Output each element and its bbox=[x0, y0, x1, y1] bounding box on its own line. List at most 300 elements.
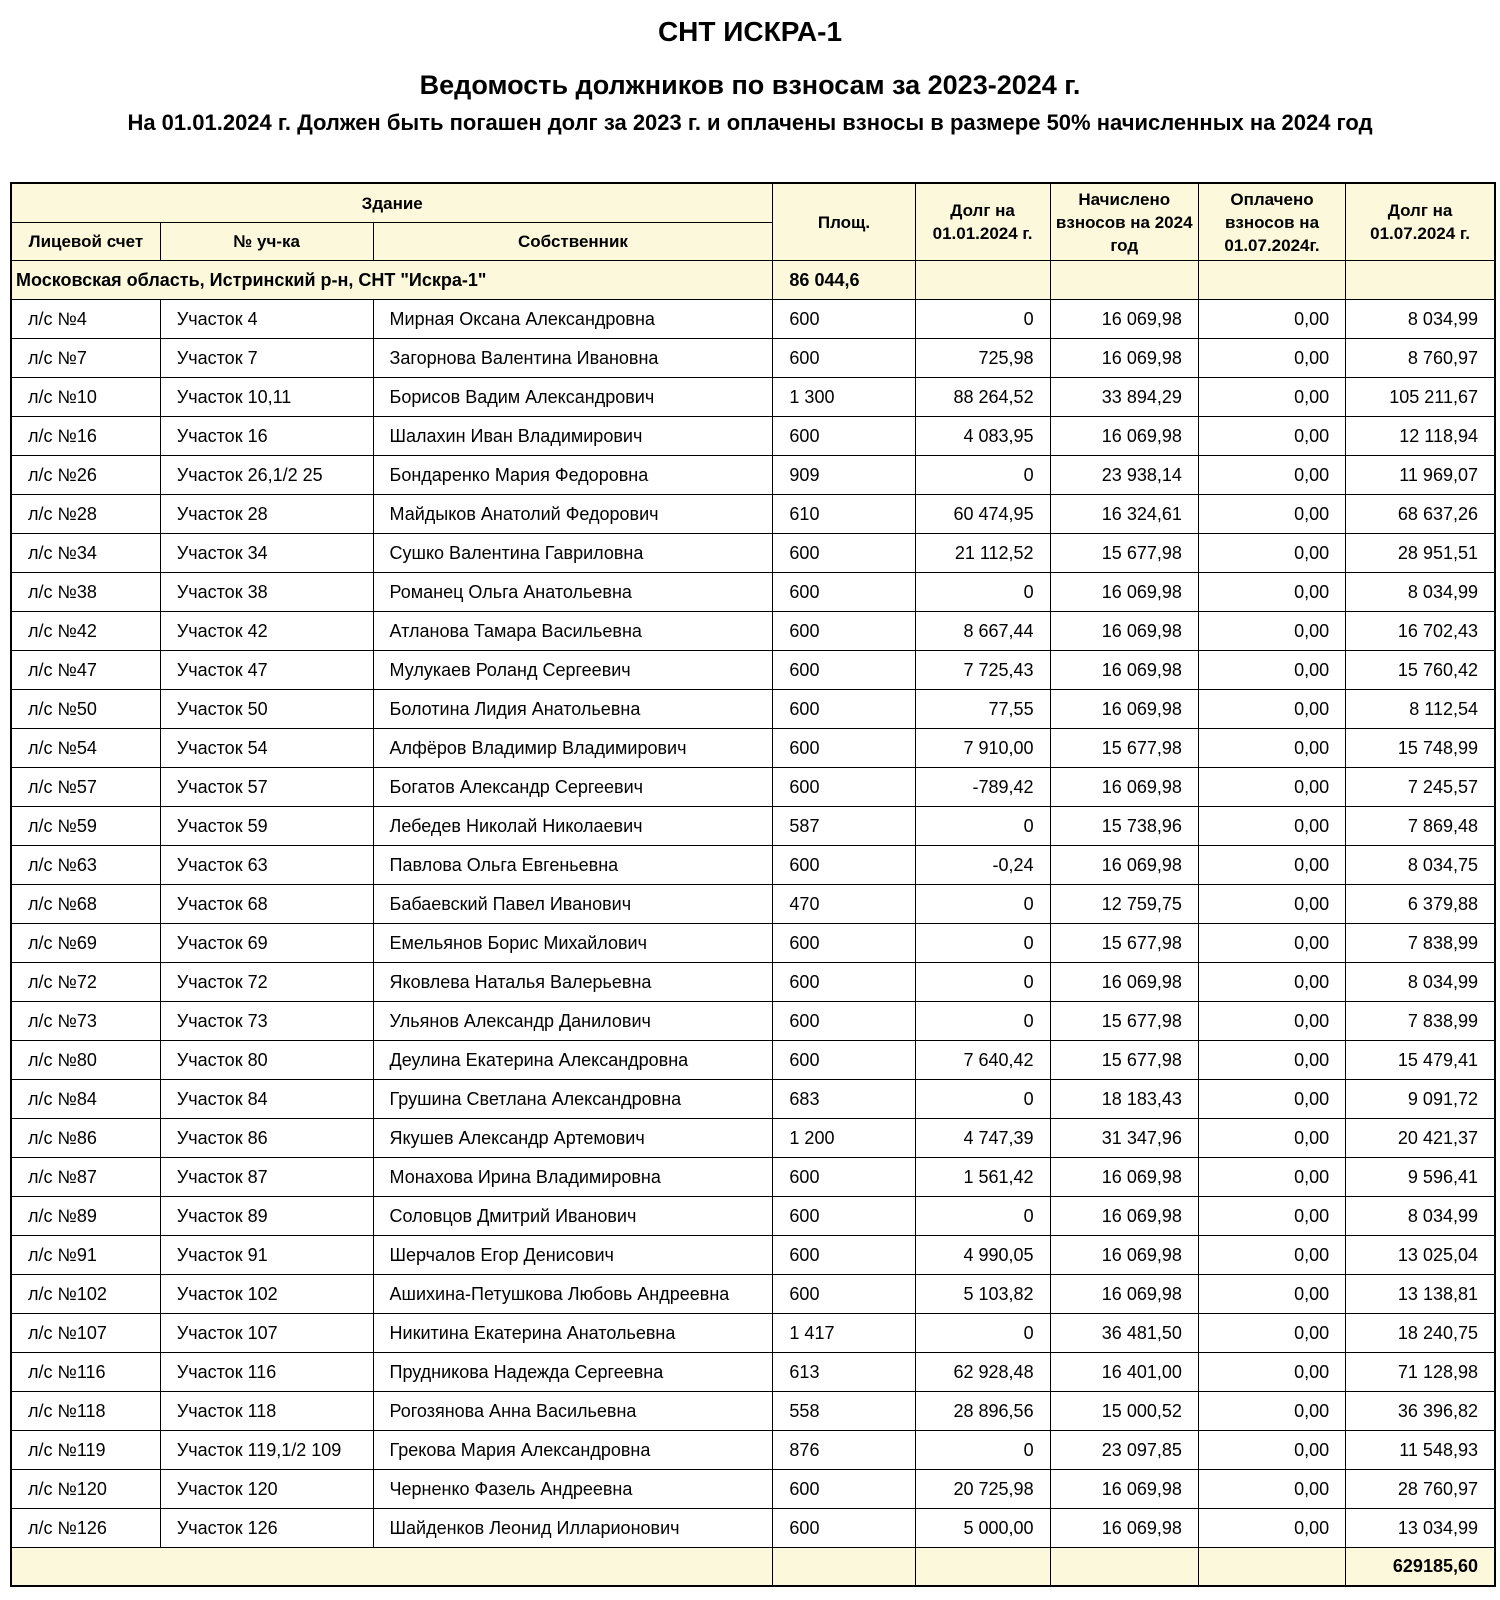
table-row bbox=[11, 1353, 1495, 1392]
table-row bbox=[11, 612, 1495, 651]
cell-account: л/с №119 bbox=[11, 1431, 160, 1470]
cell-debt-end: 9 091,72 bbox=[1346, 1080, 1495, 1119]
cell-debt-end: 7 245,57 bbox=[1346, 768, 1495, 807]
table-row bbox=[11, 1080, 1495, 1119]
cell-charged: 31 347,96 bbox=[1050, 1119, 1198, 1158]
cell-debt-end: 11 548,93 bbox=[1346, 1431, 1495, 1470]
cell-paid: 0,00 bbox=[1198, 1236, 1345, 1275]
cell-charged: 15 738,96 bbox=[1050, 807, 1198, 846]
cell-paid: 0,00 bbox=[1198, 651, 1345, 690]
cell-debt-start: 88 264,52 bbox=[915, 378, 1050, 417]
cell-plot: Участок 16 bbox=[160, 417, 373, 456]
table-row bbox=[11, 1119, 1495, 1158]
cell-owner: Романец Ольга Анатольевна bbox=[373, 573, 773, 612]
cell-owner: Атланова Тамара Васильевна bbox=[373, 612, 773, 651]
cell-debt-end: 8 112,54 bbox=[1346, 690, 1495, 729]
cell-charged: 16 069,98 bbox=[1050, 1509, 1198, 1548]
cell-account: л/с №73 bbox=[11, 1002, 160, 1041]
group-cell bbox=[1050, 261, 1198, 300]
cell-charged: 16 069,98 bbox=[1050, 300, 1198, 339]
table-row bbox=[11, 729, 1495, 768]
cell-owner: Мирная Оксана Александровна bbox=[373, 300, 773, 339]
cell-account: л/с №54 bbox=[11, 729, 160, 768]
cell-account: л/с №116 bbox=[11, 1353, 160, 1392]
cell-paid: 0,00 bbox=[1198, 1002, 1345, 1041]
table-row bbox=[11, 963, 1495, 1002]
cell-paid: 0,00 bbox=[1198, 300, 1345, 339]
cell-owner: Грушина Светлана Александровна bbox=[373, 1080, 773, 1119]
cell-plot: Участок 68 bbox=[160, 885, 373, 924]
cell-debt-start: 0 bbox=[915, 963, 1050, 1002]
cell-plot: Участок 87 bbox=[160, 1158, 373, 1197]
cell-area: 610 bbox=[773, 495, 915, 534]
table-row bbox=[11, 768, 1495, 807]
cell-charged: 33 894,29 bbox=[1050, 378, 1198, 417]
cell-debt-start: 4 747,39 bbox=[915, 1119, 1050, 1158]
cell-plot: Участок 126 bbox=[160, 1509, 373, 1548]
cell-owner: Мулукаев Роланд Сергеевич bbox=[373, 651, 773, 690]
cell-area: 600 bbox=[773, 963, 915, 1002]
cell-account: л/с №118 bbox=[11, 1392, 160, 1431]
cell-area: 600 bbox=[773, 1041, 915, 1080]
cell-charged: 18 183,43 bbox=[1050, 1080, 1198, 1119]
table-row bbox=[11, 1158, 1495, 1197]
cell-area: 1 200 bbox=[773, 1119, 915, 1158]
cell-debt-end: 7 869,48 bbox=[1346, 807, 1495, 846]
cell-paid: 0,00 bbox=[1198, 378, 1345, 417]
cell-account: л/с №120 bbox=[11, 1470, 160, 1509]
cell-owner: Борисов Вадим Александрович bbox=[373, 378, 773, 417]
cell-paid: 0,00 bbox=[1198, 1080, 1345, 1119]
cell-account: л/с №28 bbox=[11, 495, 160, 534]
cell-account: л/с №102 bbox=[11, 1275, 160, 1314]
cell-paid: 0,00 bbox=[1198, 612, 1345, 651]
cell-account: л/с №42 bbox=[11, 612, 160, 651]
group-name: Московская область, Истринский р-н, СНТ "Искра-1" bbox=[11, 261, 773, 300]
cell-charged: 16 069,98 bbox=[1050, 1197, 1198, 1236]
cell-debt-end: 7 838,99 bbox=[1346, 924, 1495, 963]
cell-debt-end: 36 396,82 bbox=[1346, 1392, 1495, 1431]
cell-charged: 15 677,98 bbox=[1050, 729, 1198, 768]
cell-account: л/с №16 bbox=[11, 417, 160, 456]
cell-paid: 0,00 bbox=[1198, 768, 1345, 807]
cell-area: 600 bbox=[773, 417, 915, 456]
cell-paid: 0,00 bbox=[1198, 1275, 1345, 1314]
cell-charged: 15 677,98 bbox=[1050, 924, 1198, 963]
cell-debt-start: 60 474,95 bbox=[915, 495, 1050, 534]
table-row bbox=[11, 846, 1495, 885]
group-cell bbox=[915, 261, 1050, 300]
cell-paid: 0,00 bbox=[1198, 1509, 1345, 1548]
cell-area: 600 bbox=[773, 1236, 915, 1275]
table-row bbox=[11, 1509, 1495, 1548]
cell-account: л/с №59 bbox=[11, 807, 160, 846]
table-row bbox=[11, 885, 1495, 924]
table-row bbox=[11, 573, 1495, 612]
cell-charged: 16 401,00 bbox=[1050, 1353, 1198, 1392]
cell-debt-end: 8 034,75 bbox=[1346, 846, 1495, 885]
cell-charged: 16 069,98 bbox=[1050, 417, 1198, 456]
header-debt-start: Долг на 01.01.2024 г. bbox=[915, 183, 1050, 261]
debtors-table bbox=[10, 182, 1496, 1587]
cell-debt-start: 725,98 bbox=[915, 339, 1050, 378]
cell-paid: 0,00 bbox=[1198, 534, 1345, 573]
cell-owner: Богатов Александр Сергеевич bbox=[373, 768, 773, 807]
total-row bbox=[11, 1548, 1495, 1587]
cell-debt-end: 105 211,67 bbox=[1346, 378, 1495, 417]
cell-charged: 16 069,98 bbox=[1050, 1236, 1198, 1275]
cell-area: 600 bbox=[773, 1002, 915, 1041]
header-area: Площ. bbox=[773, 183, 915, 261]
cell-plot: Участок 116 bbox=[160, 1353, 373, 1392]
cell-plot: Участок 38 bbox=[160, 573, 373, 612]
cell-area: 600 bbox=[773, 690, 915, 729]
cell-paid: 0,00 bbox=[1198, 1314, 1345, 1353]
cell-owner: Майдыков Анатолий Федорович bbox=[373, 495, 773, 534]
cell-paid: 0,00 bbox=[1198, 495, 1345, 534]
cell-paid: 0,00 bbox=[1198, 1392, 1345, 1431]
cell-owner: Черненко Фазель Андреевна bbox=[373, 1470, 773, 1509]
cell-account: л/с №57 bbox=[11, 768, 160, 807]
cell-owner: Емельянов Борис Михайлович bbox=[373, 924, 773, 963]
cell-owner: Бондаренко Мария Федоровна bbox=[373, 456, 773, 495]
table-row bbox=[11, 1275, 1495, 1314]
cell-debt-start: 1 561,42 bbox=[915, 1158, 1050, 1197]
cell-plot: Участок 86 bbox=[160, 1119, 373, 1158]
cell-debt-end: 71 128,98 bbox=[1346, 1353, 1495, 1392]
cell-debt-start: 0 bbox=[915, 573, 1050, 612]
cell-paid: 0,00 bbox=[1198, 1197, 1345, 1236]
cell-charged: 15 000,52 bbox=[1050, 1392, 1198, 1431]
cell-plot: Участок 80 bbox=[160, 1041, 373, 1080]
cell-plot: Участок 120 bbox=[160, 1470, 373, 1509]
cell-debt-start: 8 667,44 bbox=[915, 612, 1050, 651]
cell-debt-end: 8 034,99 bbox=[1346, 573, 1495, 612]
cell-account: л/с №26 bbox=[11, 456, 160, 495]
cell-debt-start: -0,24 bbox=[915, 846, 1050, 885]
cell-account: л/с №87 bbox=[11, 1158, 160, 1197]
group-row bbox=[11, 261, 1495, 300]
report-title: Ведомость должников по взносам за 2023-2024 г. bbox=[419, 70, 1081, 100]
table-row bbox=[11, 534, 1495, 573]
cell-owner: Грекова Мария Александровна bbox=[373, 1431, 773, 1470]
cell-area: 558 bbox=[773, 1392, 915, 1431]
cell-area: 587 bbox=[773, 807, 915, 846]
cell-plot: Участок 63 bbox=[160, 846, 373, 885]
cell-debt-end: 12 118,94 bbox=[1346, 417, 1495, 456]
cell-owner: Болотина Лидия Анатольевна bbox=[373, 690, 773, 729]
table-row bbox=[11, 1392, 1495, 1431]
cell-plot: Участок 47 bbox=[160, 651, 373, 690]
cell-debt-end: 6 379,88 bbox=[1346, 885, 1495, 924]
cell-paid: 0,00 bbox=[1198, 417, 1345, 456]
cell-debt-end: 28 951,51 bbox=[1346, 534, 1495, 573]
cell-plot: Участок 50 bbox=[160, 690, 373, 729]
cell-area: 909 bbox=[773, 456, 915, 495]
cell-area: 600 bbox=[773, 339, 915, 378]
table-row bbox=[11, 1197, 1495, 1236]
cell-plot: Участок 59 bbox=[160, 807, 373, 846]
header-plot: № уч-ка bbox=[160, 223, 373, 261]
cell-debt-start: 20 725,98 bbox=[915, 1470, 1050, 1509]
cell-area: 600 bbox=[773, 1509, 915, 1548]
table-row bbox=[11, 924, 1495, 963]
cell-owner: Прудникова Надежда Сергеевна bbox=[373, 1353, 773, 1392]
cell-charged: 16 069,98 bbox=[1050, 846, 1198, 885]
cell-area: 600 bbox=[773, 729, 915, 768]
cell-owner: Якушев Александр Артемович bbox=[373, 1119, 773, 1158]
cell-charged: 15 677,98 bbox=[1050, 1041, 1198, 1080]
cell-account: л/с №107 bbox=[11, 1314, 160, 1353]
cell-owner: Рогозянова Анна Васильевна bbox=[373, 1392, 773, 1431]
cell-charged: 12 759,75 bbox=[1050, 885, 1198, 924]
cell-owner: Яковлева Наталья Валерьевна bbox=[373, 963, 773, 1002]
cell-paid: 0,00 bbox=[1198, 1431, 1345, 1470]
cell-debt-start: 5 103,82 bbox=[915, 1275, 1050, 1314]
cell-paid: 0,00 bbox=[1198, 339, 1345, 378]
cell-area: 600 bbox=[773, 651, 915, 690]
cell-debt-end: 15 479,41 bbox=[1346, 1041, 1495, 1080]
cell-account: л/с №4 bbox=[11, 300, 160, 339]
cell-area: 470 bbox=[773, 885, 915, 924]
cell-area: 600 bbox=[773, 534, 915, 573]
cell-debt-start: 28 896,56 bbox=[915, 1392, 1050, 1431]
cell-charged: 15 677,98 bbox=[1050, 534, 1198, 573]
cell-account: л/с №84 bbox=[11, 1080, 160, 1119]
cell-owner: Сушко Валентина Гавриловна bbox=[373, 534, 773, 573]
cell-charged: 16 069,98 bbox=[1050, 1158, 1198, 1197]
cell-debt-end: 16 702,43 bbox=[1346, 612, 1495, 651]
cell-debt-start: 7 640,42 bbox=[915, 1041, 1050, 1080]
cell-plot: Участок 34 bbox=[160, 534, 373, 573]
cell-debt-start: 0 bbox=[915, 456, 1050, 495]
cell-debt-start: 4 990,05 bbox=[915, 1236, 1050, 1275]
cell-area: 600 bbox=[773, 612, 915, 651]
cell-owner: Монахова Ирина Владимировна bbox=[373, 1158, 773, 1197]
cell-paid: 0,00 bbox=[1198, 963, 1345, 1002]
table-row bbox=[11, 1470, 1495, 1509]
cell-charged: 16 069,98 bbox=[1050, 963, 1198, 1002]
cell-charged: 16 069,98 bbox=[1050, 768, 1198, 807]
cell-charged: 16 069,98 bbox=[1050, 339, 1198, 378]
cell-area: 600 bbox=[773, 1470, 915, 1509]
cell-debt-end: 8 034,99 bbox=[1346, 300, 1495, 339]
cell-debt-start: 0 bbox=[915, 885, 1050, 924]
cell-charged: 16 069,98 bbox=[1050, 573, 1198, 612]
cell-area: 600 bbox=[773, 300, 915, 339]
table-row bbox=[11, 300, 1495, 339]
cell-debt-start: 0 bbox=[915, 1080, 1050, 1119]
cell-owner: Павлова Ольга Евгеньевна bbox=[373, 846, 773, 885]
cell-owner: Шерчалов Егор Денисович bbox=[373, 1236, 773, 1275]
cell-charged: 23 097,85 bbox=[1050, 1431, 1198, 1470]
cell-paid: 0,00 bbox=[1198, 729, 1345, 768]
cell-charged: 15 677,98 bbox=[1050, 1002, 1198, 1041]
cell-plot: Участок 54 bbox=[160, 729, 373, 768]
cell-account: л/с №126 bbox=[11, 1509, 160, 1548]
cell-account: л/с №63 bbox=[11, 846, 160, 885]
cell-paid: 0,00 bbox=[1198, 1041, 1345, 1080]
cell-area: 600 bbox=[773, 573, 915, 612]
group-area: 86 044,6 bbox=[773, 261, 915, 300]
cell-debt-end: 8 034,99 bbox=[1346, 963, 1495, 1002]
cell-plot: Участок 4 bbox=[160, 300, 373, 339]
cell-account: л/с №50 bbox=[11, 690, 160, 729]
table-row bbox=[11, 651, 1495, 690]
cell-account: л/с №72 bbox=[11, 963, 160, 1002]
cell-plot: Участок 7 bbox=[160, 339, 373, 378]
header-charged: Начислено взносов на 2024 год bbox=[1050, 183, 1198, 261]
cell-owner: Загорнова Валентина Ивановна bbox=[373, 339, 773, 378]
cell-debt-start: 5 000,00 bbox=[915, 1509, 1050, 1548]
table-row bbox=[11, 1236, 1495, 1275]
table-row bbox=[11, 378, 1495, 417]
table-row bbox=[11, 807, 1495, 846]
org-title: СНТ ИСКРА-1 bbox=[657, 16, 843, 47]
cell-plot: Участок 102 bbox=[160, 1275, 373, 1314]
cell-plot: Участок 118 bbox=[160, 1392, 373, 1431]
cell-owner: Бабаевский Павел Иванович bbox=[373, 885, 773, 924]
cell-plot: Участок 42 bbox=[160, 612, 373, 651]
cell-owner: Соловцов Дмитрий Иванович bbox=[373, 1197, 773, 1236]
cell-paid: 0,00 bbox=[1198, 885, 1345, 924]
cell-debt-end: 15 748,99 bbox=[1346, 729, 1495, 768]
table-row bbox=[11, 1041, 1495, 1080]
cell-owner: Деулина Екатерина Александровна bbox=[373, 1041, 773, 1080]
cell-debt-end: 18 240,75 bbox=[1346, 1314, 1495, 1353]
cell-paid: 0,00 bbox=[1198, 924, 1345, 963]
cell-debt-end: 7 838,99 bbox=[1346, 1002, 1495, 1041]
cell-account: л/с №86 bbox=[11, 1119, 160, 1158]
cell-charged: 16 069,98 bbox=[1050, 1275, 1198, 1314]
cell-paid: 0,00 bbox=[1198, 573, 1345, 612]
cell-debt-start: 0 bbox=[915, 1002, 1050, 1041]
cell-area: 600 bbox=[773, 1158, 915, 1197]
total-cell bbox=[1050, 1548, 1198, 1587]
table-row bbox=[11, 339, 1495, 378]
cell-account: л/с №47 bbox=[11, 651, 160, 690]
cell-account: л/с №69 bbox=[11, 924, 160, 963]
cell-owner: Никитина Екатерина Анатольевна bbox=[373, 1314, 773, 1353]
group-cell bbox=[1346, 261, 1495, 300]
cell-plot: Участок 28 bbox=[160, 495, 373, 534]
cell-account: л/с №68 bbox=[11, 885, 160, 924]
cell-area: 1 417 bbox=[773, 1314, 915, 1353]
cell-plot: Участок 73 bbox=[160, 1002, 373, 1041]
cell-plot: Участок 72 bbox=[160, 963, 373, 1002]
cell-area: 600 bbox=[773, 846, 915, 885]
cell-charged: 16 324,61 bbox=[1050, 495, 1198, 534]
cell-debt-end: 9 596,41 bbox=[1346, 1158, 1495, 1197]
cell-charged: 23 938,14 bbox=[1050, 456, 1198, 495]
cell-debt-end: 28 760,97 bbox=[1346, 1470, 1495, 1509]
cell-plot: Участок 10,11 bbox=[160, 378, 373, 417]
cell-owner: Шайденков Леонид Илларионович bbox=[373, 1509, 773, 1548]
table-row bbox=[11, 1431, 1495, 1470]
cell-debt-start: 0 bbox=[915, 1431, 1050, 1470]
total-debt-end: 629185,60 bbox=[1346, 1548, 1495, 1587]
cell-plot: Участок 89 bbox=[160, 1197, 373, 1236]
cell-paid: 0,00 bbox=[1198, 1470, 1345, 1509]
cell-debt-start: 4 083,95 bbox=[915, 417, 1050, 456]
cell-debt-start: 21 112,52 bbox=[915, 534, 1050, 573]
table-row bbox=[11, 1002, 1495, 1041]
cell-paid: 0,00 bbox=[1198, 690, 1345, 729]
cell-debt-end: 13 025,04 bbox=[1346, 1236, 1495, 1275]
cell-plot: Участок 91 bbox=[160, 1236, 373, 1275]
cell-debt-start: 0 bbox=[915, 300, 1050, 339]
cell-account: л/с №91 bbox=[11, 1236, 160, 1275]
cell-account: л/с №80 bbox=[11, 1041, 160, 1080]
cell-area: 613 bbox=[773, 1353, 915, 1392]
cell-charged: 16 069,98 bbox=[1050, 612, 1198, 651]
header-owner: Собственник bbox=[373, 223, 773, 261]
cell-debt-end: 11 969,07 bbox=[1346, 456, 1495, 495]
cell-plot: Участок 84 bbox=[160, 1080, 373, 1119]
cell-debt-start: 7 910,00 bbox=[915, 729, 1050, 768]
group-cell bbox=[1198, 261, 1345, 300]
total-cell bbox=[773, 1548, 915, 1587]
cell-debt-end: 68 637,26 bbox=[1346, 495, 1495, 534]
cell-account: л/с №10 bbox=[11, 378, 160, 417]
cell-owner: Алфёров Владимир Владимирович bbox=[373, 729, 773, 768]
cell-plot: Участок 119,1/2 109 bbox=[160, 1431, 373, 1470]
cell-area: 600 bbox=[773, 924, 915, 963]
cell-paid: 0,00 bbox=[1198, 1158, 1345, 1197]
cell-area: 876 bbox=[773, 1431, 915, 1470]
cell-charged: 16 069,98 bbox=[1050, 690, 1198, 729]
cell-paid: 0,00 bbox=[1198, 1119, 1345, 1158]
cell-account: л/с №38 bbox=[11, 573, 160, 612]
cell-debt-start: 0 bbox=[915, 1314, 1050, 1353]
cell-owner: Шалахин Иван Владимирович bbox=[373, 417, 773, 456]
cell-area: 600 bbox=[773, 1275, 915, 1314]
total-label-cell bbox=[11, 1548, 773, 1587]
report-subtitle: На 01.01.2024 г. Должен быть погашен долг за 2023 г. и оплачены взносы в размере 50% начисленных на 2024 год bbox=[127, 110, 1373, 135]
header-debt-end: Долг на 01.07.2024 г. bbox=[1346, 183, 1495, 261]
cell-debt-start: 77,55 bbox=[915, 690, 1050, 729]
cell-area: 1 300 bbox=[773, 378, 915, 417]
table-row bbox=[11, 690, 1495, 729]
cell-paid: 0,00 bbox=[1198, 456, 1345, 495]
cell-debt-end: 15 760,42 bbox=[1346, 651, 1495, 690]
cell-debt-start: 62 928,48 bbox=[915, 1353, 1050, 1392]
cell-account: л/с №7 bbox=[11, 339, 160, 378]
cell-area: 600 bbox=[773, 1197, 915, 1236]
cell-debt-end: 20 421,37 bbox=[1346, 1119, 1495, 1158]
cell-plot: Участок 107 bbox=[160, 1314, 373, 1353]
cell-debt-start: 0 bbox=[915, 1197, 1050, 1236]
cell-area: 600 bbox=[773, 768, 915, 807]
cell-owner: Ульянов Александр Данилович bbox=[373, 1002, 773, 1041]
cell-area: 683 bbox=[773, 1080, 915, 1119]
cell-debt-end: 13 034,99 bbox=[1346, 1509, 1495, 1548]
cell-charged: 36 481,50 bbox=[1050, 1314, 1198, 1353]
cell-debt-start: 7 725,43 bbox=[915, 651, 1050, 690]
total-cell bbox=[1198, 1548, 1345, 1587]
cell-plot: Участок 26,1/2 25 bbox=[160, 456, 373, 495]
header-account: Лицевой счет bbox=[11, 223, 160, 261]
cell-plot: Участок 69 bbox=[160, 924, 373, 963]
cell-debt-end: 8 760,97 bbox=[1346, 339, 1495, 378]
header-paid: Оплачено взносов на 01.07.2024г. bbox=[1198, 183, 1345, 261]
cell-charged: 16 069,98 bbox=[1050, 651, 1198, 690]
header-building: Здание bbox=[11, 183, 773, 223]
cell-owner: Лебедев Николай Николаевич bbox=[373, 807, 773, 846]
cell-owner: Ашихина-Петушкова Любовь Андреевна bbox=[373, 1275, 773, 1314]
cell-account: л/с №34 bbox=[11, 534, 160, 573]
cell-paid: 0,00 bbox=[1198, 807, 1345, 846]
